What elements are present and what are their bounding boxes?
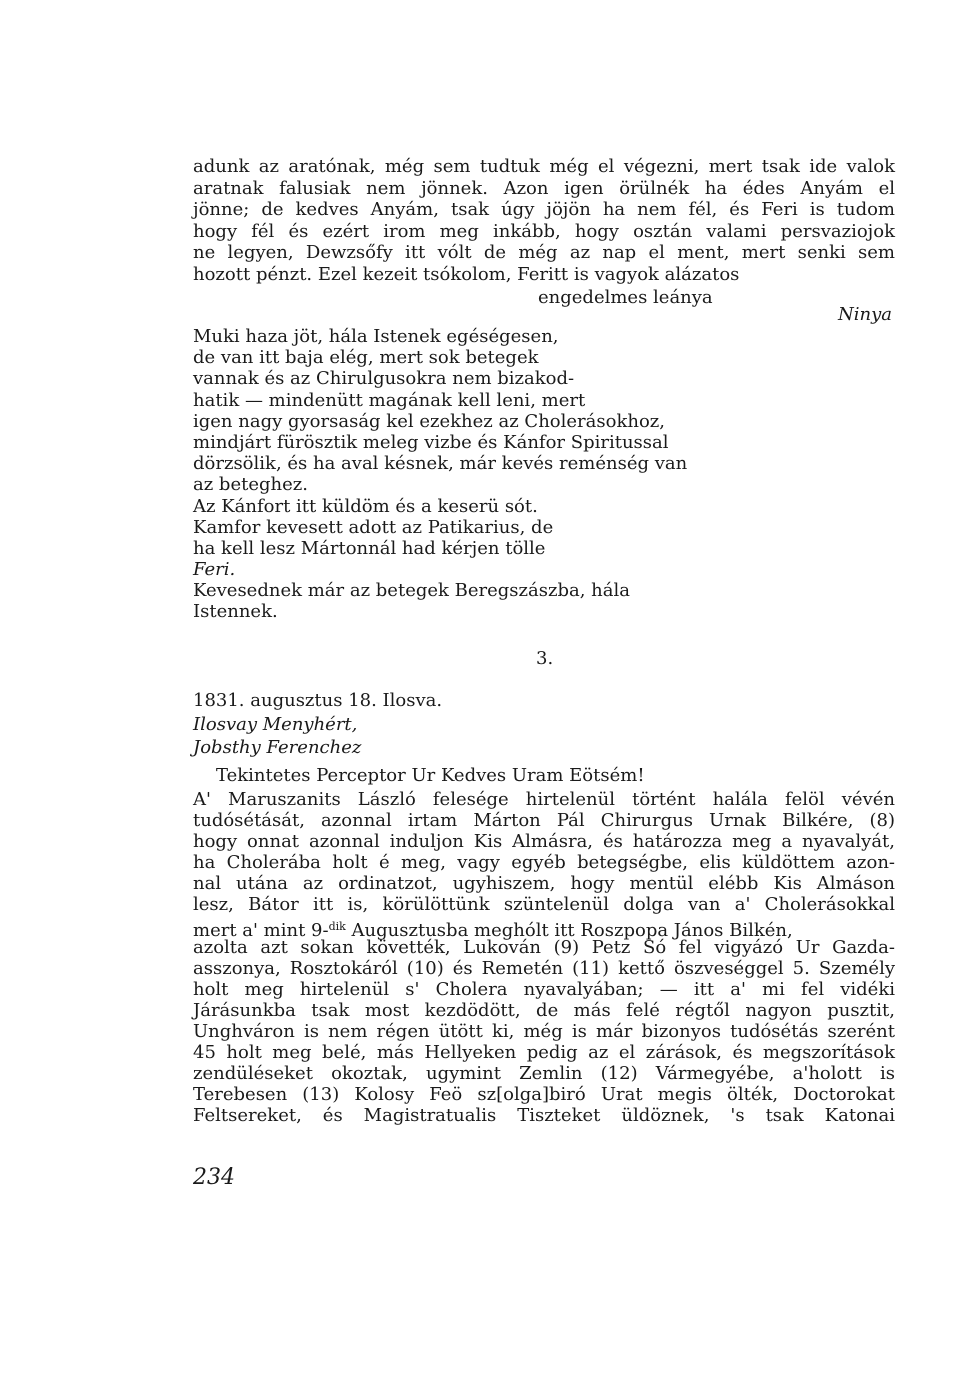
text-line: hogy onnat azonnal induljon Kis Almásra, és határozza meg a nyavalyát, xyxy=(193,831,895,853)
text-line: Unghváron is nem régen ütött ki, még is már bizonyos tudósétás szerént xyxy=(193,1021,895,1043)
postscript xyxy=(193,326,753,623)
text-line: Istennek. xyxy=(193,601,278,623)
text-line: 45 holt meg belé, más Hellyeken pedig az el zárások, és megszorítások xyxy=(193,1042,895,1064)
letter-recipient: Jobsthy Ferenchez xyxy=(193,737,362,758)
postscript-signature: Feri. xyxy=(193,559,236,581)
text-line: nal utána az ordinatzot, ugyhiszem, hogy mentül elébb Kis Almáson xyxy=(193,873,895,895)
letter-salutation: Tekintetes Perceptor Ur Kedves Uram Eötsém! xyxy=(216,765,645,786)
text-line: igen nagy gyorsaság kel ezekhez az Cholerásokhoz, xyxy=(193,410,665,432)
text-line xyxy=(193,916,895,941)
text-line: az beteghez. xyxy=(193,474,308,496)
text-line: asszonya, Rosztokáról (10) és Remetén (11) kettő öszveséggel 5. Személy xyxy=(193,957,895,979)
text-line: ha kell lesz Mártonnál had kérjen tölle xyxy=(193,537,546,559)
text-line: tudósétását, azonnal irtam Márton Pál Chirurgus Urnak Bilkére, (8) xyxy=(193,810,895,832)
letter-date: 1831. augusztus 18. Ilosva. xyxy=(193,690,443,711)
text-line: azolta azt sokan követték, Lukován (9) Petz Só fel vigyázó Ur Gazda- xyxy=(193,936,895,958)
letter-correspondents xyxy=(193,713,361,759)
letter-1-closing: engedelmes leánya xyxy=(538,287,713,308)
text-line: Kamfor kevesett adott az Patikarius, de xyxy=(193,516,554,538)
text-line: ne legyen, Dewzsőfy itt vólt de még az nap el ment, mert senki sem xyxy=(193,242,895,263)
text-line: Feltsereket, és Magistratualis Tiszteket üldöznek, 's tsak Katonai xyxy=(193,1105,895,1127)
text-line: zendüléseket okoztak, ugymint Zemlin (12) Vármegyébe, a'holott is xyxy=(193,1063,895,1085)
text-line: hozott pénzt. Ezel kezeit tsókolom, Feritt is vagyok alázatos xyxy=(193,263,740,285)
text-fragment: Augusztusba meghólt itt Roszpopa János Bilkén, xyxy=(345,919,793,941)
text-line: Járásunkba tsak most kezdödött, de más felé régtől nagyon pusztit, xyxy=(193,999,895,1021)
text-line: Terebesen (13) Kolosy Feö sz[olga]biró Urat megis ölték, Doctorokat xyxy=(193,1084,895,1106)
text-line: mindjárt fürösztik meleg vizbe és Kánfor Spiritussal xyxy=(193,431,669,453)
text-fragment: mert a' mint 9- xyxy=(193,919,329,941)
letter-number: 3. xyxy=(536,648,554,669)
text-line: lesz, Bátor itt is, körülöttünk szüntelenül dolga van a' Cholerásokkal xyxy=(193,894,895,916)
page-number: 234 xyxy=(193,1165,235,1190)
text-line: adunk az aratónak, még sem tudtuk még el végezni, mert tsak ide valok xyxy=(193,156,895,177)
text-line: dörzsölik, és ha aval késnek, már kevés reménség van xyxy=(193,453,688,475)
text-line: jönne; de kedves Anyám, tsak úgy jöjön ha nem fél, és Feri is tudom xyxy=(193,199,895,220)
letter-1-body xyxy=(193,156,895,285)
letter-2-body xyxy=(193,789,895,1127)
letter-sender: Ilosvay Menyhért, xyxy=(193,714,358,735)
text-line: hatik — mindenütt magának kell leni, mert xyxy=(193,389,586,411)
text-line: Kevesednek már az betegek Beregszászba, hála xyxy=(193,580,630,602)
text-line: hogy fél és ezért irom meg inkább, hogy osztán valami persvaziojok xyxy=(193,220,895,242)
text-line: ha Cholerába holt é meg, vagy egyéb betegségbe, elis küldöttem azon- xyxy=(193,852,895,874)
text-line: A' Maruszanits László felesége hirtelenül történt halála felöl vévén xyxy=(193,789,895,810)
text-line: aratnak falusiak nem jönnek. Azon igen örülnék ha édes Anyám el xyxy=(193,177,895,199)
letter-1-signature: Ninya xyxy=(838,304,892,325)
text-line: de van itt baja elég, mert sok betegek xyxy=(193,347,539,369)
text-line: vannak és az Chirulgusokra nem bizakod- xyxy=(193,368,575,390)
ordinal-superscript: dik xyxy=(328,919,346,933)
text-line: Muki haza jöt, hála Istenek egéségesen, xyxy=(193,326,559,347)
text-line: holt meg hirtelenül s' Cholera nyavalyában; — itt a' mi fel vidéki xyxy=(193,978,895,1000)
text-line: Az Kánfort itt küldöm és a keserü sót. xyxy=(193,495,538,517)
